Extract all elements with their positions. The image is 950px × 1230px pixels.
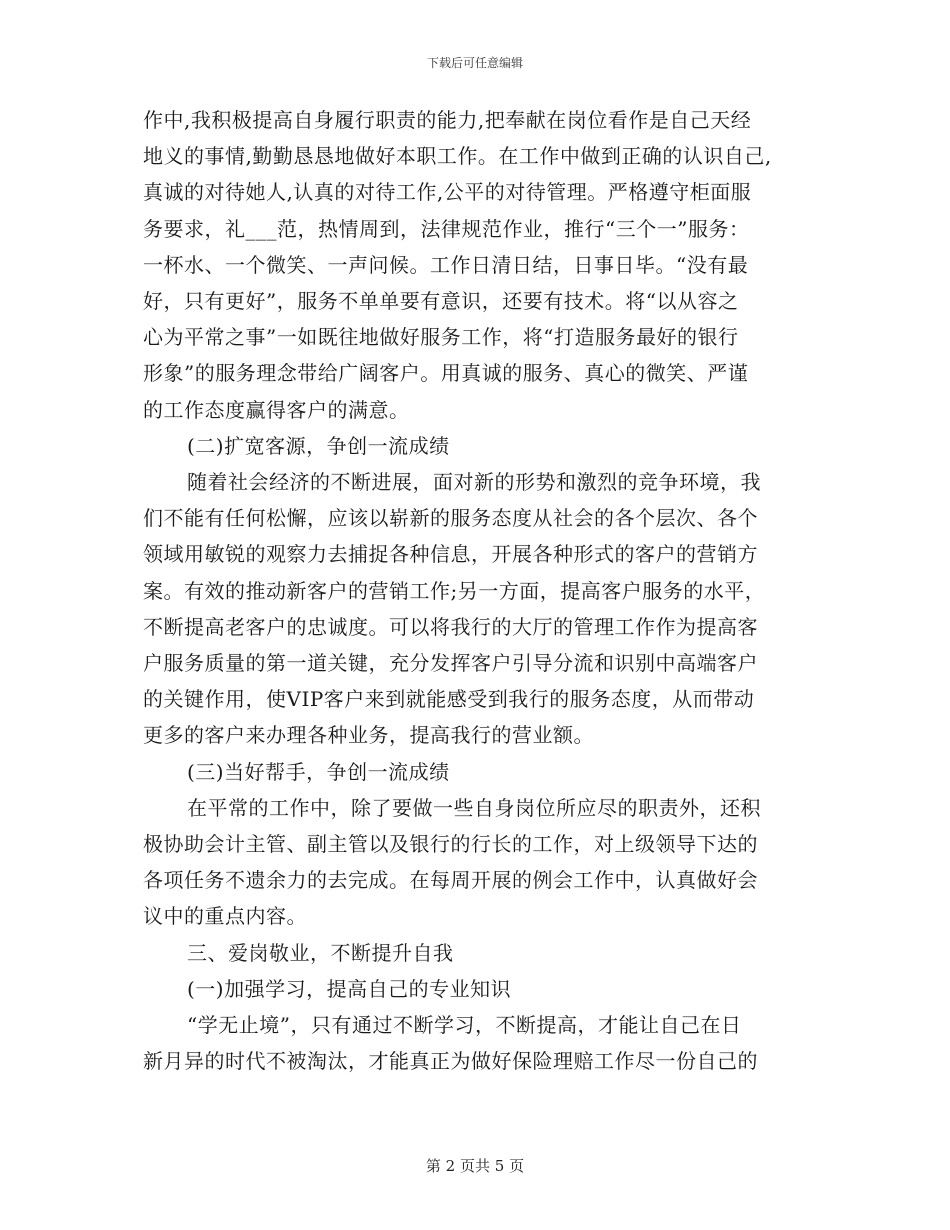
section-heading: (二)扩宽客源，争创一流成绩 (187, 433, 450, 458)
page-header: 下载后可任意编辑 (426, 56, 523, 70)
document-body (143, 102, 811, 1079)
body-line: 各项任务不遗余力的去完成。在每周开展的例会工作中，认真做好会 (143, 868, 758, 893)
body-line: 作中,我积极提高自身履行职责的能力,把奉献在岗位看作是自己天经 (143, 108, 752, 132)
section-heading: (三)当好帮手，争创一流成绩 (187, 759, 450, 784)
body-line: 案。有效的推动新客户的营销工作;另一方面，提高客户服务的水平， (143, 578, 766, 603)
body-line: 们不能有任何松懈，应该以崭新的服务态度从社会的各个层次、各个 (143, 506, 758, 531)
paragraph-start-line: 在平常的工作中，除了要做一些自身岗位所应尽的职责外，还积 (187, 795, 761, 820)
page-footer: 第 2 页共 5 页 (425, 1157, 525, 1175)
body-line: 形象”的服务理念带给广阔客户。用真诚的服务、真心的微笑、严谨 (143, 361, 749, 386)
section-heading: (一)加强学习，提高自己的专业知识 (187, 976, 512, 1001)
body-line: 更多的客户来办理各种业务，提高我行的营业额。 (143, 723, 594, 748)
body-line: 户服务质量的第一道关键，充分发挥客户引导分流和识别中高端客户 (143, 651, 758, 676)
body-line: 务要求，礼___范，热情周到，法律规范作业，推行“三个一”服务： (143, 216, 750, 241)
body-line: 真诚的对待她人,认真的对待工作,公平的对待管理。严格遵守柜面服 (143, 180, 752, 205)
body-line: 的关键作用，使VIP客户来到就能感受到我行的服务态度，从而带动 (143, 687, 755, 712)
body-line: 的工作态度赢得客户的满意。 (143, 397, 410, 422)
section-heading: 三、爱岗敬业，不断提升自我 (187, 940, 454, 965)
body-line: 不断提高老客户的忠诚度。可以将我行的大厅的管理工作作为提高客 (143, 614, 758, 639)
body-line: 地义的事情,勤勤恳恳地做好本职工作。在工作中做到正确的认识自己, (143, 144, 772, 169)
body-line: 好，只有更好”，服务不单单要有意识，还要有技术。将“以从容之 (143, 289, 739, 314)
body-line: 心为平常之事”一如既往地做好服务工作，将“打造服务最好的银行 (143, 325, 739, 350)
body-line: 议中的重点内容。 (143, 904, 307, 929)
body-line: 领域用敏锐的观察力去捕捉各种信息，开展各种形式的客户的营销方 (143, 542, 758, 567)
paragraph-start-line: 随着社会经济的不断进展，面对新的形势和激烈的竞争环境，我 (187, 470, 761, 495)
body-line: 新月异的时代不被淘汰，才能真正为做好保险理赔工作尽一份自己的 (143, 1049, 758, 1074)
body-line: 极协助会计主管、副主管以及银行的行长的工作，对上级领导下达的 (143, 832, 758, 857)
paragraph-start-line: “学无止境”，只有通过不断学习，不断提高，才能让自己在日 (187, 1013, 742, 1038)
body-line: 一杯水、一个微笑、一声问候。工作日清日结，日事日毕。“没有最 (143, 252, 749, 277)
